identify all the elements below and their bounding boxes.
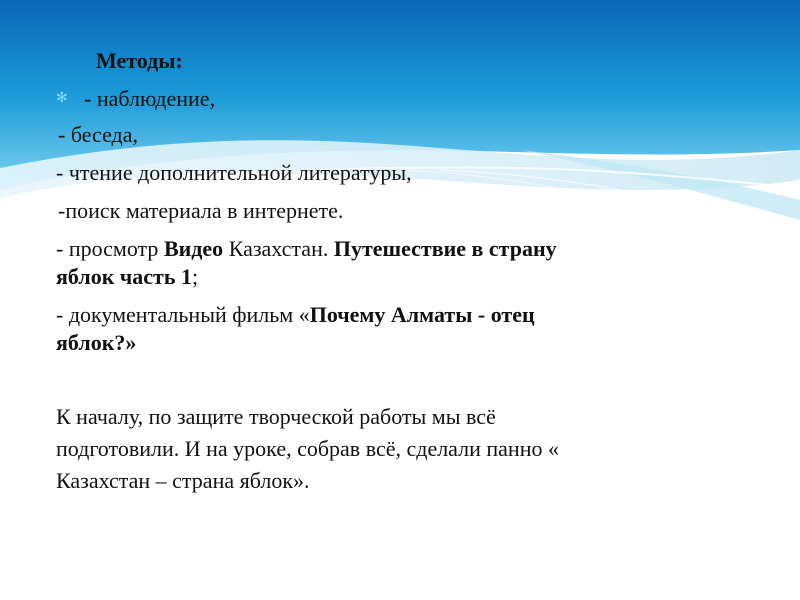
video-title-continued: яблок часть 1: [56, 264, 192, 289]
method-item-video-line1: [56, 236, 557, 262]
methods-heading: Методы:: [96, 48, 183, 73]
star-bullet-icon: ✻: [56, 91, 68, 106]
method-item-documentary-line2: яблок?»: [56, 330, 137, 355]
video-country: Казахстан.: [223, 236, 334, 261]
method-item-reading: - чтение дополнительной литературы,: [56, 160, 412, 185]
method-item-internet-search: -поиск материала в интернете.: [58, 198, 344, 223]
documentary-title: Почему Алматы - отец: [309, 302, 535, 327]
method-item-conversation: - беседа,: [58, 122, 139, 147]
video-word: Видео: [163, 236, 224, 261]
method-item-documentary-line1: [56, 302, 535, 328]
documentary-prefix: - документальный фильм «: [56, 302, 310, 327]
video-title: Путешествие в страну: [333, 236, 557, 261]
paragraph-line-1: К началу, по защите творческой работы мы всё: [56, 404, 496, 429]
video-semicolon: ;: [192, 264, 199, 289]
method-item-video-line2: [56, 264, 198, 290]
paragraph-line-2: подготовили. И на уроке, собрав всё, сделали панно «: [56, 436, 559, 461]
method-item-observation: - наблюдение,: [84, 86, 216, 111]
paragraph-line-3: Казахстан – страна яблок».: [56, 468, 310, 493]
video-prefix: - просмотр: [56, 236, 164, 261]
